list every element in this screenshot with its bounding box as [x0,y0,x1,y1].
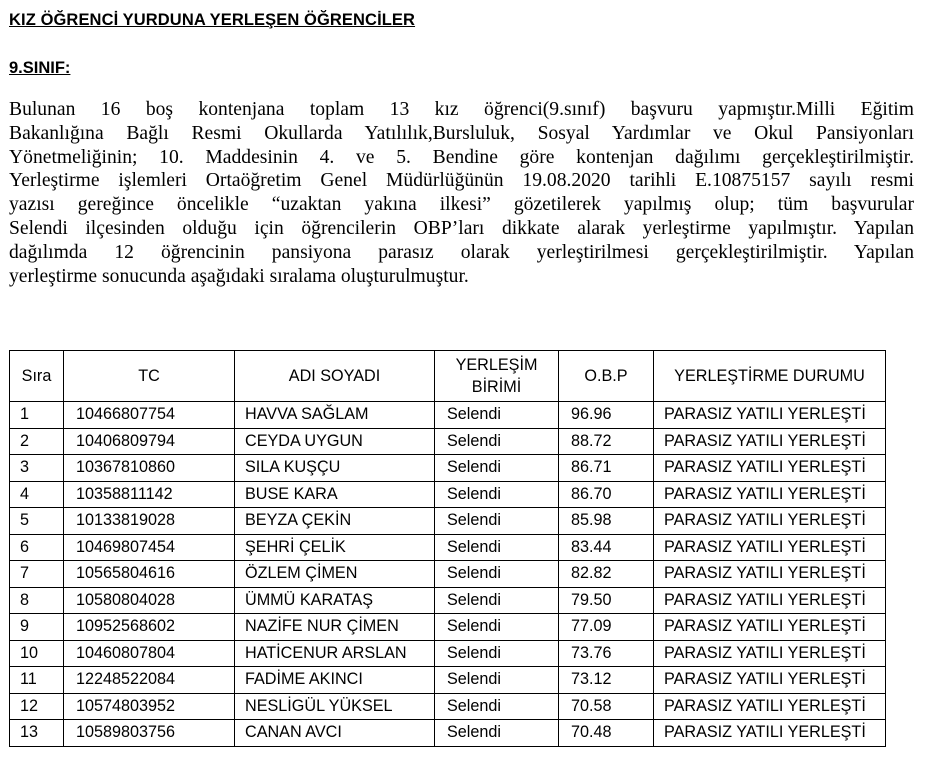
cell-name: NESLİGÜL YÜKSEL [235,693,435,720]
table-row [10,693,886,720]
cell-status: PARASIZ YATILI YERLEŞTİ [654,508,886,535]
cell-name: ÜMMÜ KARATAŞ [235,587,435,614]
cell-sira: 10 [10,640,64,667]
cell-unit: Selendi [435,667,559,694]
cell-status: PARASIZ YATILI YERLEŞTİ [654,455,886,482]
paragraph-line: Bakanlığına Bağlı Resmi Okullarda Yatılılık,Bursluluk, Sosyal Yardımlar ve Okul Pansiyonları [9,122,914,144]
paragraph-line: dağılımda 12 öğrencinin pansiyona parasız olarak yerleştirilmesi gerçekleştirilmiştir. Yapılan [9,241,914,263]
cell-tc: 10460807804 [64,640,235,667]
description-paragraph [9,98,914,288]
cell-unit: Selendi [435,534,559,561]
table-row [10,481,886,508]
cell-status: PARASIZ YATILI YERLEŞTİ [654,481,886,508]
header-status: YERLEŞTİRME DURUMU [654,351,886,402]
paragraph-line: yerleştirme sonucunda aşağıdaki sıralama oluşturulmuştur. [9,265,469,287]
cell-unit: Selendi [435,561,559,588]
header-sira: Sıra [10,351,64,402]
cell-obp: 83.44 [559,534,654,561]
cell-status: PARASIZ YATILI YERLEŞTİ [654,614,886,641]
cell-obp: 77.09 [559,614,654,641]
cell-obp: 85.98 [559,508,654,535]
table-row [10,508,886,535]
cell-status: PARASIZ YATILI YERLEŞTİ [654,402,886,429]
header-unit: YERLEŞİM BİRİMİ [435,351,559,402]
cell-name: FADİME AKINCI [235,667,435,694]
cell-unit: Selendi [435,693,559,720]
cell-status: PARASIZ YATILI YERLEŞTİ [654,561,886,588]
cell-status: PARASIZ YATILI YERLEŞTİ [654,720,886,747]
cell-unit: Selendi [435,428,559,455]
cell-tc: 10580804028 [64,587,235,614]
table-row [10,428,886,455]
header-name: ADI SOYADI [235,351,435,402]
cell-tc: 10589803756 [64,720,235,747]
table-row [10,667,886,694]
cell-name: CANAN AVCI [235,720,435,747]
cell-sira: 1 [10,402,64,429]
cell-obp: 86.70 [559,481,654,508]
cell-unit: Selendi [435,481,559,508]
cell-sira: 3 [10,455,64,482]
cell-sira: 7 [10,561,64,588]
cell-name: ÖZLEM ÇİMEN [235,561,435,588]
cell-unit: Selendi [435,587,559,614]
table-header-row [10,351,886,402]
cell-tc: 10952568602 [64,614,235,641]
table-row [10,561,886,588]
cell-status: PARASIZ YATILI YERLEŞTİ [654,640,886,667]
cell-tc: 12248522084 [64,667,235,694]
cell-name: ŞEHRİ ÇELİK [235,534,435,561]
cell-tc: 10406809794 [64,428,235,455]
paragraph-line: Bulunan 16 boş kontenjana toplam 13 kız öğrenci(9.sınıf) başvuru yapmıştır.Milli Eğitim [9,99,914,120]
cell-obp: 86.71 [559,455,654,482]
cell-obp: 70.48 [559,720,654,747]
cell-name: NAZİFE NUR ÇİMEN [235,614,435,641]
table-row [10,402,886,429]
cell-sira: 4 [10,481,64,508]
cell-unit: Selendi [435,402,559,429]
cell-sira: 5 [10,508,64,535]
cell-obp: 82.82 [559,561,654,588]
cell-tc: 10358811142 [64,481,235,508]
table-row [10,534,886,561]
paragraph-line: Selendi ilçesinden olduğu için öğrencilerin OBP’ları dikkate alarak yerleştirme yapılmıştır. Yapılan [9,217,914,239]
cell-tc: 10574803952 [64,693,235,720]
cell-unit: Selendi [435,640,559,667]
cell-unit: Selendi [435,720,559,747]
paragraph-line: Yönetmeliğinin; 10. Maddesinin 4. ve 5. Bendine göre kontenjan dağılımı gerçekleştirilmiştir. [9,146,914,168]
cell-obp: 88.72 [559,428,654,455]
cell-obp: 70.58 [559,693,654,720]
cell-sira: 8 [10,587,64,614]
cell-sira: 6 [10,534,64,561]
cell-sira: 13 [10,720,64,747]
cell-status: PARASIZ YATILI YERLEŞTİ [654,534,886,561]
cell-sira: 2 [10,428,64,455]
cell-tc: 10565804616 [64,561,235,588]
cell-status: PARASIZ YATILI YERLEŞTİ [654,667,886,694]
paragraph-line: yazısı gereğince öncelikle “uzaktan yakına ilkesi” gözetilerek yapılmış olup; tüm başvurular [9,194,914,216]
page-title: KIZ ÖĞRENCİ YURDUNA YERLEŞEN ÖĞRENCİLER [9,11,416,29]
cell-unit: Selendi [435,508,559,535]
cell-name: BUSE KARA [235,481,435,508]
table-body [10,402,886,747]
table-row [10,614,886,641]
cell-name: HATİCENUR ARSLAN [235,640,435,667]
section-heading: 9.SINIF: [9,59,71,77]
cell-name: CEYDA UYGUN [235,428,435,455]
cell-tc: 10133819028 [64,508,235,535]
cell-sira: 9 [10,614,64,641]
header-tc: TC [64,351,235,402]
cell-name: SILA KUŞÇU [235,455,435,482]
cell-tc: 10367810860 [64,455,235,482]
table-row [10,720,886,747]
cell-sira: 11 [10,667,64,694]
paragraph-line: Yerleştirme işlemleri Ortaöğretim Genel Müdürlüğünün 19.08.2020 tarihli E.10875157 sayılı resmi [9,170,914,192]
table-row [10,640,886,667]
cell-name: HAVVA SAĞLAM [235,402,435,429]
cell-obp: 96.96 [559,402,654,429]
cell-obp: 73.12 [559,667,654,694]
placement-table [9,350,886,747]
header-obp: O.B.P [559,351,654,402]
cell-sira: 12 [10,693,64,720]
table-row [10,587,886,614]
table-row [10,455,886,482]
cell-tc: 10466807754 [64,402,235,429]
cell-unit: Selendi [435,455,559,482]
cell-name: BEYZA ÇEKİN [235,508,435,535]
cell-obp: 73.76 [559,640,654,667]
cell-obp: 79.50 [559,587,654,614]
cell-status: PARASIZ YATILI YERLEŞTİ [654,587,886,614]
cell-status: PARASIZ YATILI YERLEŞTİ [654,428,886,455]
cell-unit: Selendi [435,614,559,641]
cell-status: PARASIZ YATILI YERLEŞTİ [654,693,886,720]
cell-tc: 10469807454 [64,534,235,561]
